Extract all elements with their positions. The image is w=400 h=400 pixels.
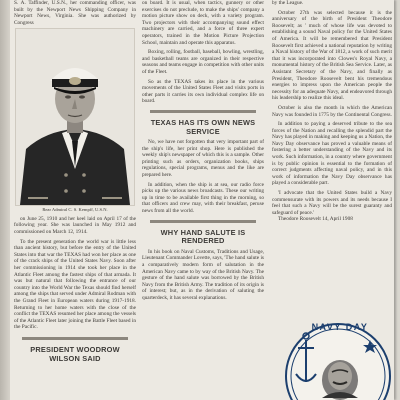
column2-paragraph-5: In addition, when the ship is at sea, our radio force picks up the various news broadcasts. These our writing up in time to be available first thing in the morning, so that officers and crew may, with their breakfast, peruse news from all the world. [142,181,264,215]
column2-paragraph-2: Boxing, rolling, football, baseball, bowling, wrestling, and basketball teams are organized in their respective seasons and teams engage in competition with other units of the Fleet. [142,49,264,75]
column1-paragraph-2: To the present generation the world war is little less than ancient history, but before the entry of the United States into that war the TEXAS had won her place as one of the crack ships of the United States Navy. Soon after her commissioning in 1914 she took her place in the Atlantic Fleet among the fastest ships of that armada. It was but natural that following the entrance of our country into the World War the Texas should find herself among the ships that served under Admiral Rodman with the Grand Fleet in European waters during 1917-1918. Returning to her home waters with the close of the conflict the TEXAS resumed her place among the vessels of the Atlantic Fleet later joining the Battle Fleet based in the Pacific. [14,238,136,331]
roosevelt-quote: 'I advocate that the United States build a Navy commensurate with its powers and its needs because I feel that such a Navy will be the surest guaranty and safeguard of peace.' [272,190,392,216]
section-divider [150,220,256,223]
section-heading-hand-salute: WHY HAND SALUTE IS RENDERED [160,227,246,246]
column-1 [14,0,136,400]
column-2 [142,0,264,400]
column2-paragraph-1: on board. It is usual, when tactics, gunnery or other exercises do not preclude, to make the ships' company a motion picture show on deck, with a variety program. Two projectors with their accompanying sound effect machinery are carried, and a force of three expert operators, trained in the Motion Picture Projection School, maintain and operate this apparatus. [142,0,264,46]
column2-paragraph-4: No, we have not forgotten that very important part of the ship's life, her print shop. Here is published the weekly ship's newspaper of which this is a sample. Other printing such as orders, organization books, ships regulations, special programs, menus and the like are prepared here. [142,139,264,179]
navy-day-emblem [278,310,394,400]
column2-paragraph-3: So as the TEXAS takes its place in the various movements of the United States Fleet and visits ports in other parts it carries its own individual complex life on board. [142,78,264,105]
photo-caption: Rear Admiral C. S. Kempff, U.S.N. [42,207,108,213]
admiral-photo [15,28,135,206]
newspaper-page [10,0,394,400]
quote-signature: Theodore Roosevelt 14, April 1908 [278,216,353,223]
column-3 [272,0,392,310]
emblem-label: NAVY DAY [311,322,369,332]
column1-intro: S. A. Taffinder, U.S.N., her commanding officer, was built by the Newport News Shipping Company in Newport News, Virginia. She was authorized by Congress [14,0,136,26]
column3-paragraph-2: October 27th was selected because it is the anniversary of the birth of President Theodore Roosevelt; as ' much of whose life was devoted to establishing a sound Naval policy for the United States of America. It will be remembered that President Roosevelt first achieved a national reputation by writing a Naval history of the War of 1812, a work of such merit that it was incorporated into Clowes's Royal Navy, a monumental history of the British Sea Service. Later, as Assistant Secretary of the Navy, and finally as President, Theodore Roosevelt bent his tremendous energies to impress upon the American people the necessity for an adequate Navy, and endeavored through his leadership to realize this ideal. [272,9,392,102]
column3-paragraph-3: October is also the month in which the American Navy was founded in 1775 by the Continental Congress. [272,104,392,118]
column3-paragraph-1: by the League. [272,0,304,6]
admiral-portrait-image [16,29,134,205]
book-spine [0,0,10,400]
section-heading-wilson: PRESIDENT WOODROW WILSON SAID [30,344,120,363]
column2-paragraph-6: In his book on Naval Customs, Traditions and Usage, Lieutenant Commander Lovette, says, 'The hand salute is a comparatively modern form of salutation in the American Navy came to by way of the British Navy. The gesture of the hand salute was borrowed by the British Navy from the British Army. The tradition of its origin is of interest; but, as in the derivation of saluting the quarterdeck, it has several explanations. [142,248,264,301]
section-heading-news-service: TEXAS HAS ITS OWN NEWS SERVICE [150,117,256,136]
section-divider [150,110,256,113]
section-divider [22,337,128,340]
column1-paragraph-1: on June 25, 1910 and her keel laid on April 17 of the following year. She was launched in May 1912 and commissioned on March 12, 1914. [14,215,136,236]
column3-paragraph-4: In addition to paying a deserved tribute to the sea forces of the Nation and recalling the splendid part the Navy has played in making and keeping us a Nation, the Navy Day observance has proved a valuable means of fostering a better understanding of the Navy and its work. Such information, in a country where government is by public opinion is essential to the formation of correct judgments affecting naval policy, and in this work of information the Navy Day observance has played a considerable part. [272,121,392,187]
